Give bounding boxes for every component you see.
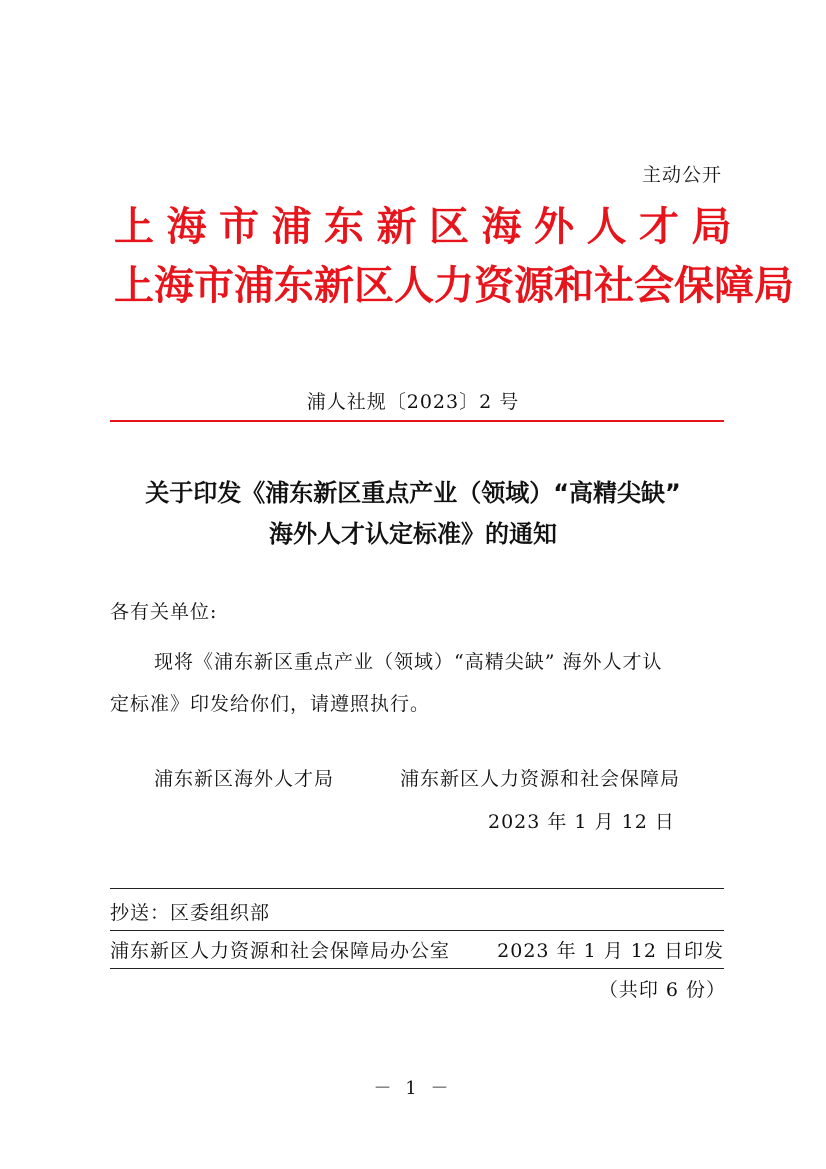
body-paragraph-line-2: 定标准》印发给你们，请遵照执行。 (110, 693, 431, 715)
red-separator-line (110, 420, 724, 422)
document-number: 浦人社规〔2023〕2 号 (306, 391, 520, 413)
signature-issuer-1: 浦东新区海外人才局 (154, 768, 335, 790)
issuer-name-1: 上海市浦东新区海外人才局 (114, 204, 744, 250)
footer-rule-top (110, 888, 724, 889)
signature-date: 2023 年 1 月 12 日 (488, 811, 675, 833)
print-date: 2023 年 1 月 12 日印发 (497, 940, 724, 962)
salutation: 各有关单位: (110, 601, 218, 623)
page-number: － 1 － (373, 1078, 453, 1099)
footer-rule-middle (110, 930, 724, 931)
disclosure-label: 主动公开 (641, 164, 722, 186)
document-title-line-2: 海外人才认定标准》的通知 (269, 520, 557, 548)
footer-rule-bottom (110, 968, 724, 969)
document-title-line-1: 关于印发《浦东新区重点产业（领域）“高精尖缺” (145, 479, 681, 507)
printing-office: 浦东新区人力资源和社会保障局办公室 (110, 940, 451, 962)
copies-count: （共印 6 份） (598, 979, 726, 1001)
signature-issuer-2: 浦东新区人力资源和社会保障局 (400, 768, 681, 790)
body-paragraph-line-1: 现将《浦东新区重点产业（领域）“高精尖缺” 海外人才认 (154, 651, 663, 673)
cc-line: 抄送：区委组织部 (110, 902, 271, 924)
issuer-name-2: 上海市浦东新区人力资源和社会保障局 (114, 263, 794, 309)
